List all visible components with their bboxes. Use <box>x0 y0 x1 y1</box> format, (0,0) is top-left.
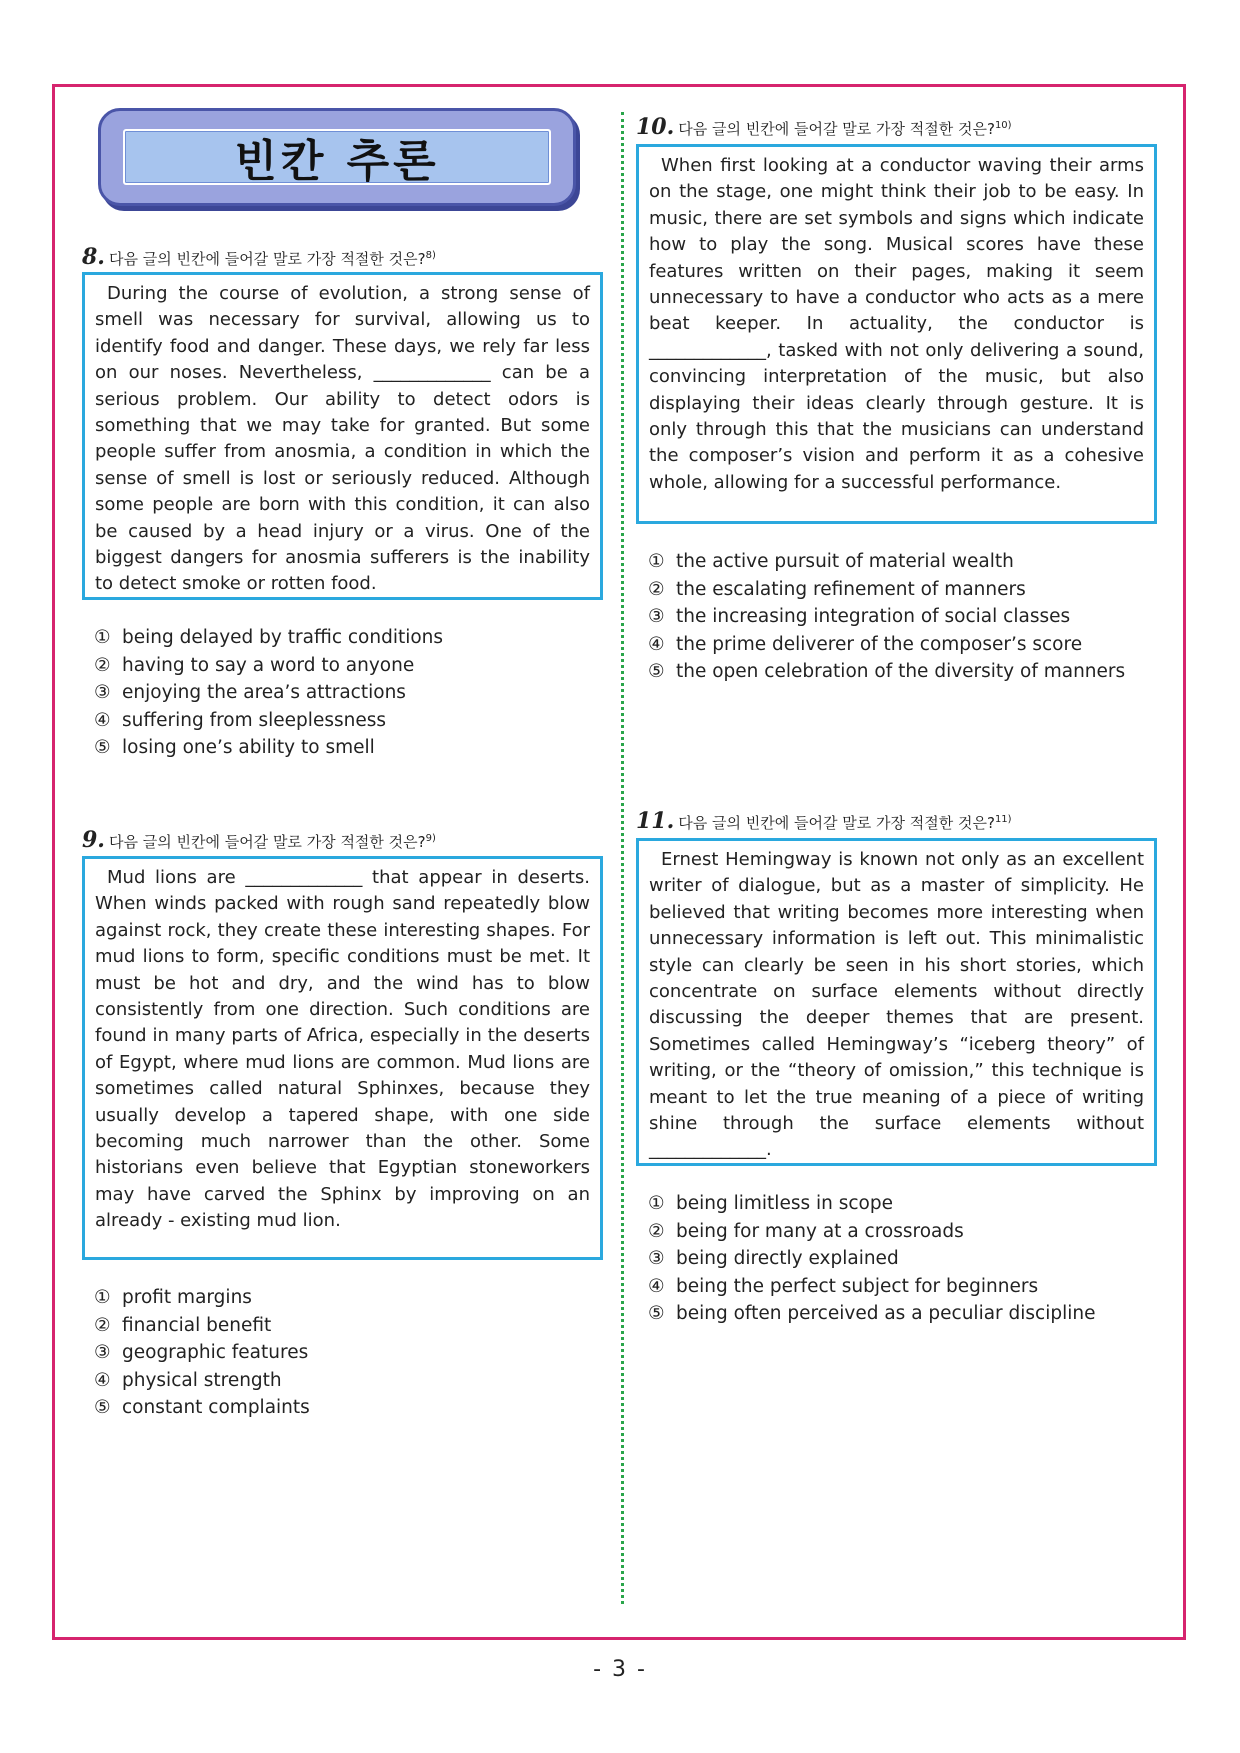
choice-number: ② <box>648 578 665 600</box>
section-title: 빈칸 추론 <box>234 136 440 187</box>
choice-text: being often perceived as a peculiar discipline <box>676 1303 1096 1324</box>
choice-number: ④ <box>94 709 111 731</box>
question-11-number: 11. <box>636 808 675 834</box>
question-11-footnote: 11) <box>994 814 1012 825</box>
choice-number: ⑤ <box>94 1397 111 1418</box>
question-9-passage-box <box>82 856 603 1260</box>
question-8-choice-5[interactable] <box>94 734 443 762</box>
question-10-choice-2[interactable] <box>648 576 1125 604</box>
question-8-footnote: 8) <box>425 250 436 261</box>
choice-text: geographic features <box>122 1342 309 1363</box>
choice-text: being directly explained <box>676 1248 899 1269</box>
choice-number: ⑤ <box>648 661 665 682</box>
question-9-choice-3[interactable] <box>94 1339 310 1367</box>
choice-text: the active pursuit of material wealth <box>676 551 1014 572</box>
question-10-heading <box>636 114 1012 140</box>
question-11-choice-4[interactable] <box>648 1273 1096 1301</box>
question-8-passage: During the course of evolution, a strong sense of smell was necessary for survival, allowing us to identify food and danger. These days, we rely far less on our noses. Nevertheless, _____________ can be a serious problem. Our ability to detect odors is something that we may take for granted. But some people suffer from anosmia, a condition in which the sense of smell is lost or seriously reduced. Although some people are born with this condition, it can also be caused by a head injury or a virus. One of the biggest dangers for anosmia sufferers is the inability to detect smoke or rotten food. <box>95 283 590 595</box>
choice-number: ③ <box>94 1342 111 1363</box>
choice-number: ④ <box>94 1369 111 1391</box>
choice-number: ④ <box>648 633 665 655</box>
question-10-choice-1[interactable] <box>648 548 1125 576</box>
question-11-passage-box <box>636 838 1157 1166</box>
question-9-choices <box>94 1284 310 1422</box>
question-8-choice-3[interactable] <box>94 679 443 707</box>
question-11-choice-1[interactable] <box>648 1190 1096 1218</box>
question-11-passage: Ernest Hemingway is known not only as an excellent writer of dialogue, but as a master of simplicity. He believed that writing becomes more interesting when unnecessary information is left out. This minimalistic style can clearly be seen in his short stories, which concentrate on surface elements without directly discussing the deeper themes that are present. Sometimes called Hemingway’s “iceberg theory” of writing, or the “theory of omission,” this technique is meant to let the true meaning of a piece of writing shine through the surface elements without _____________. <box>649 849 1144 1161</box>
choice-number: ③ <box>648 1248 665 1269</box>
question-9-footnote: 9) <box>425 833 436 844</box>
question-10-number: 10. <box>636 114 675 140</box>
choice-text: the escalating refinement of manners <box>676 578 1026 600</box>
choice-text: being for many at a crossroads <box>676 1220 964 1242</box>
section-title-panel <box>123 129 551 185</box>
choice-text: being limitless in scope <box>676 1193 893 1214</box>
question-10-passage: When first looking at a conductor waving their arms on the stage, one might think their job to be easy. In music, there are set symbols and signs which indicate how to play the song. Musical scores have these features written on their pages, making it seem unnecessary to have a conductor who acts as a mere beat keeper. In actuality, the conductor is _____________, tasked with not only delivering a sound, convincing interpretation of the music, but also displaying their ideas clearly through gesture. It is only through this that the musicians can understand the composer’s vision and perform it as a cohesive whole, allowing for a successful performance. <box>649 155 1144 493</box>
question-8-number: 8. <box>82 244 105 270</box>
choice-text: being delayed by traffic conditions <box>122 627 444 648</box>
section-title-banner <box>98 108 576 206</box>
question-10-choice-5[interactable] <box>648 658 1125 686</box>
choice-number: ⑤ <box>648 1303 665 1324</box>
question-11-choice-5[interactable] <box>648 1300 1096 1328</box>
choice-text: financial benefit <box>122 1314 272 1336</box>
choice-number: ① <box>648 1193 665 1214</box>
column-divider <box>621 112 624 1604</box>
choice-text: the open celebration of the diversity of manners <box>676 661 1126 682</box>
choice-number: ⑤ <box>94 737 111 758</box>
question-11-prompt: 다음 글의 빈칸에 들어갈 말로 가장 적절한 것은? <box>678 814 995 832</box>
question-9-choice-2[interactable] <box>94 1312 310 1340</box>
question-8-choice-4[interactable] <box>94 707 443 735</box>
choice-text: enjoying the area’s attractions <box>122 682 406 703</box>
choice-number: ② <box>648 1220 665 1242</box>
question-9-heading <box>82 827 436 853</box>
question-9-choice-1[interactable] <box>94 1284 310 1312</box>
question-9-choice-4[interactable] <box>94 1367 310 1395</box>
question-10-choices <box>648 548 1125 686</box>
question-10-choice-4[interactable] <box>648 631 1125 659</box>
choice-text: profit margins <box>122 1287 252 1308</box>
choice-text: being the perfect subject for beginners <box>676 1275 1039 1297</box>
choice-number: ④ <box>648 1275 665 1297</box>
question-10-footnote: 10) <box>994 120 1012 131</box>
question-8-choice-1[interactable] <box>94 624 443 652</box>
choice-number: ③ <box>94 682 111 703</box>
question-10-prompt: 다음 글의 빈칸에 들어갈 말로 가장 적절한 것은? <box>678 120 995 138</box>
choice-text: having to say a word to anyone <box>122 654 415 676</box>
question-9-number: 9. <box>82 827 105 853</box>
question-8-passage-box <box>82 272 603 600</box>
question-10-passage-box <box>636 144 1157 524</box>
choice-number: ② <box>94 1314 111 1336</box>
question-10-choice-3[interactable] <box>648 603 1125 631</box>
choice-text: physical strength <box>122 1369 282 1391</box>
question-11-heading <box>636 808 1012 834</box>
choice-number: ① <box>648 551 665 572</box>
choice-text: the increasing integration of social classes <box>676 606 1071 627</box>
question-11-choice-3[interactable] <box>648 1245 1096 1273</box>
question-9-prompt: 다음 글의 빈칸에 들어갈 말로 가장 적절한 것은? <box>108 833 426 851</box>
question-8-prompt: 다음 글의 빈칸에 들어갈 말로 가장 적절한 것은? <box>108 250 426 268</box>
choice-text: suffering from sleeplessness <box>122 709 386 731</box>
question-8-choice-2[interactable] <box>94 652 443 680</box>
question-9-passage: Mud lions are _____________ that appear in deserts. When winds packed with rough sand repeatedly blow against rock, they create these interesting shapes. For mud lions to form, specific conditions must be met. It must be hot and dry, and the wind has to blow consistently from one direction. Such conditions are found in many parts of Africa, especially in the deserts of Egypt, where mud lions are common. Mud lions are sometimes called natural Sphinxes, because they usually develop a tapered shape, with one side becoming much narrower than the other. Some historians even believe that Egyptian stoneworkers may have carved the Sphinx by improving on an already - existing mud lion. <box>95 867 590 1232</box>
question-8-choices <box>94 624 443 762</box>
page-number: - 3 - <box>593 1657 647 1682</box>
question-8-heading <box>82 244 436 270</box>
choice-text: losing one’s ability to smell <box>122 737 375 758</box>
choice-number: ③ <box>648 606 665 627</box>
choice-text: constant complaints <box>122 1397 310 1418</box>
question-9-choice-5[interactable] <box>94 1394 310 1422</box>
choice-number: ② <box>94 654 111 676</box>
question-11-choices <box>648 1190 1096 1328</box>
question-11-choice-2[interactable] <box>648 1218 1096 1246</box>
choice-number: ① <box>94 1287 111 1308</box>
choice-number: ① <box>94 627 111 648</box>
choice-text: the prime deliverer of the composer’s score <box>676 633 1083 655</box>
